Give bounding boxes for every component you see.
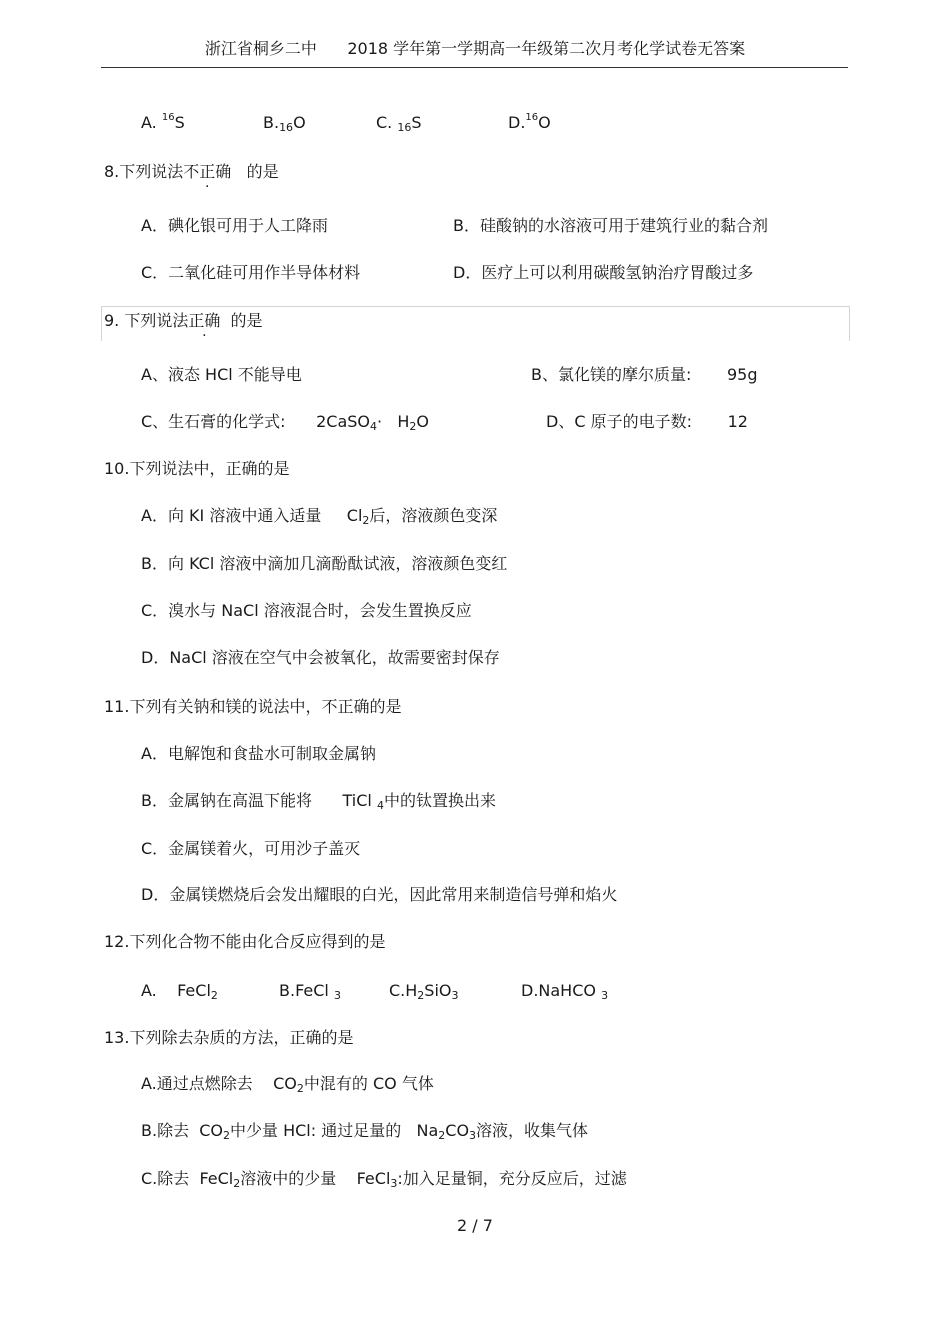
q13-b-formula2-part1: Na [416,1121,439,1140]
q9-option-b [531,365,758,385]
q9-c-dot: · [377,412,383,431]
q7-a-symbol: S [174,113,185,132]
q10-stem: 10.下列说法中，正确的是 [104,459,290,478]
q7-a-mass: 16 [161,112,175,123]
q13-c-formula: FeCl [199,1169,234,1188]
q13-b-formula2-part2: CO [445,1121,470,1140]
q13-c-formula2-subscript: 3 [390,1177,398,1190]
q7-c-number: 16 [397,121,412,134]
q13-option-b [141,1121,588,1143]
q9-option-a: A、液态 HCl 不能导电 [141,365,302,384]
q7-b-label: B. [263,113,280,132]
q13-b-formula2-sub2: 3 [469,1129,477,1142]
q10-option-c: C．溴水与 NaCl 溶液混合时，会发生置换反应 [141,601,472,620]
q12-c-formula-part1: C.H [389,981,418,1000]
q13-b-formula2-sub1: 2 [438,1129,446,1142]
q10-a-formula: Cl [346,506,363,525]
q9-d-value: 12 [727,412,748,431]
q7-option-b [263,113,306,135]
q10-option-d: D．NaCl 溶液在空气中会被氧化，故需要密封保存 [141,648,500,667]
q13-a-suffix: 中混有的 CO 气体 [303,1074,434,1093]
q12-stem: 12.下列化合物不能由化合反应得到的是 [104,932,386,951]
q10-a-subscript: 2 [362,514,370,527]
q11-b-subscript: 4 [376,799,384,812]
q9-stem [104,311,263,331]
q11-option-a: A．电解饱和食盐水可制取金属钠 [141,744,376,763]
q8-stem-prefix: 8.下列说法 [104,162,184,181]
header-divider [101,67,848,68]
q7-option-d [508,113,551,136]
q9-c-formula-part3: O [416,412,429,431]
q13-c-subscript: 2 [233,1177,241,1190]
q13-b-subscript: 2 [223,1129,231,1142]
q11-option-d: D．金属镁燃烧后会发出耀眼的白光，因此常用来制造信号弹和焰火 [141,885,618,904]
q7-option-c [376,113,422,135]
q13-a-prefix: A.通过点燃除去 [141,1074,253,1093]
q7-c-symbol: S [411,113,422,132]
q9-c-subscript1: 4 [370,420,377,433]
q9-c-formula-part1: 2CaSO [316,412,370,431]
q10-a-prefix: A．向 KI 溶液中通入适量 [141,506,322,525]
q8-option-d: D．医疗上可以利用碳酸氢钠治疗胃酸过多 [453,263,754,282]
q7-option-a [141,113,185,136]
q8-stem [104,162,279,182]
q12-c-formula-part2: SiO [424,981,452,1000]
q13-b-middle: 中少量 HCl: 通过足量的 [230,1121,402,1140]
q9-d-text: D、C 原子的电子数: [546,412,692,431]
q12-b-subscript: 3 [333,989,341,1002]
q7-d-symbol: O [538,113,551,132]
q12-option-d [521,981,608,1003]
q7-a-label: A. [141,113,157,132]
q13-c-middle: 溶液中的少量 [240,1169,337,1188]
q12-option-a [141,981,218,1003]
page-number: 2 / 7 [457,1216,493,1235]
q13-option-c [141,1169,627,1191]
q11-option-c: C．金属镁着火，可用沙子盖灭 [141,839,361,858]
q13-c-prefix: C.除去 [141,1169,190,1188]
q13-a-subscript: 2 [296,1082,304,1095]
q8-option-b: B．硅酸钠的水溶液可用于建筑行业的黏合剂 [453,216,768,235]
q11-option-b [141,791,496,813]
q12-d-subscript: 3 [601,989,609,1002]
q13-c-formula2: FeCl [356,1169,391,1188]
q12-option-c [389,981,459,1003]
q9-option-c [141,412,429,434]
q7-d-mass: 16 [525,112,539,123]
q12-b-formula: B.FeCl [279,981,329,1000]
q12-d-formula: D.NaHCO [521,981,596,1000]
q13-stem: 13.下列除去杂质的方法，正确的是 [104,1028,354,1047]
q12-c-subscript1: 2 [417,989,425,1002]
q7-b-symbol: O [293,113,306,132]
q9-stem-suffix: 的是 [230,311,263,330]
q13-c-suffix: :加入足量铜，充分反应后，过滤 [397,1169,627,1188]
q8-stem-suffix: 的是 [246,162,279,181]
q9-c-subscript2: 2 [409,420,417,433]
q8-stem-emphasis: 不正确 [183,162,232,181]
q7-b-number: 16 [279,121,294,134]
q9-c-text: C、生石膏的化学式: [141,412,286,431]
q13-b-suffix: 溶液，收集气体 [476,1121,589,1140]
q12-a-subscript: 2 [210,989,218,1002]
page-header [0,38,950,60]
q9-option-d [546,412,748,432]
q12-option-b [279,981,341,1003]
q13-b-formula: CO [199,1121,224,1140]
q13-a-formula: CO [273,1074,297,1093]
header-exam-title: 2018 学年第一学期高一年级第二次月考化学试卷无答案 [347,39,746,58]
q8-option-a: A．碘化银可用于人工降雨 [141,216,328,235]
q12-a-formula: FeCl [177,981,211,1000]
q8-option-c: C．二氧化硅可用作半导体材料 [141,263,361,282]
q13-b-prefix: B.除去 [141,1121,190,1140]
q10-option-a [141,506,497,528]
q7-c-label: C. [376,113,393,132]
q9-stem-emphasis: 正确 [188,311,221,330]
q10-option-b: B．向 KCl 溶液中滴加几滴酚酞试液，溶液颜色变红 [141,554,508,573]
q11-b-formula: TiCl [342,791,372,810]
q11-stem: 11.下列有关钠和镁的说法中，不正确的是 [104,697,402,716]
q7-d-label: D. [508,113,526,132]
q9-c-formula-part2: H [397,412,410,431]
q10-a-suffix: 后，溶液颜色变深 [369,506,498,525]
q11-b-prefix: B．金属钠在高温下能将 [141,791,312,810]
q9-stem-prefix: 9. 下列说法 [104,311,189,330]
q12-c-subscript2: 3 [451,989,459,1002]
q9-b-text: B、氯化镁的摩尔质量: [531,365,692,384]
q11-b-suffix: 中的钛置换出来 [383,791,496,810]
q9-b-value: 95g [726,365,758,384]
header-school: 浙江省桐乡二中 [204,39,317,58]
q13-option-a [141,1074,434,1096]
q12-a-label: A. [141,981,157,1000]
